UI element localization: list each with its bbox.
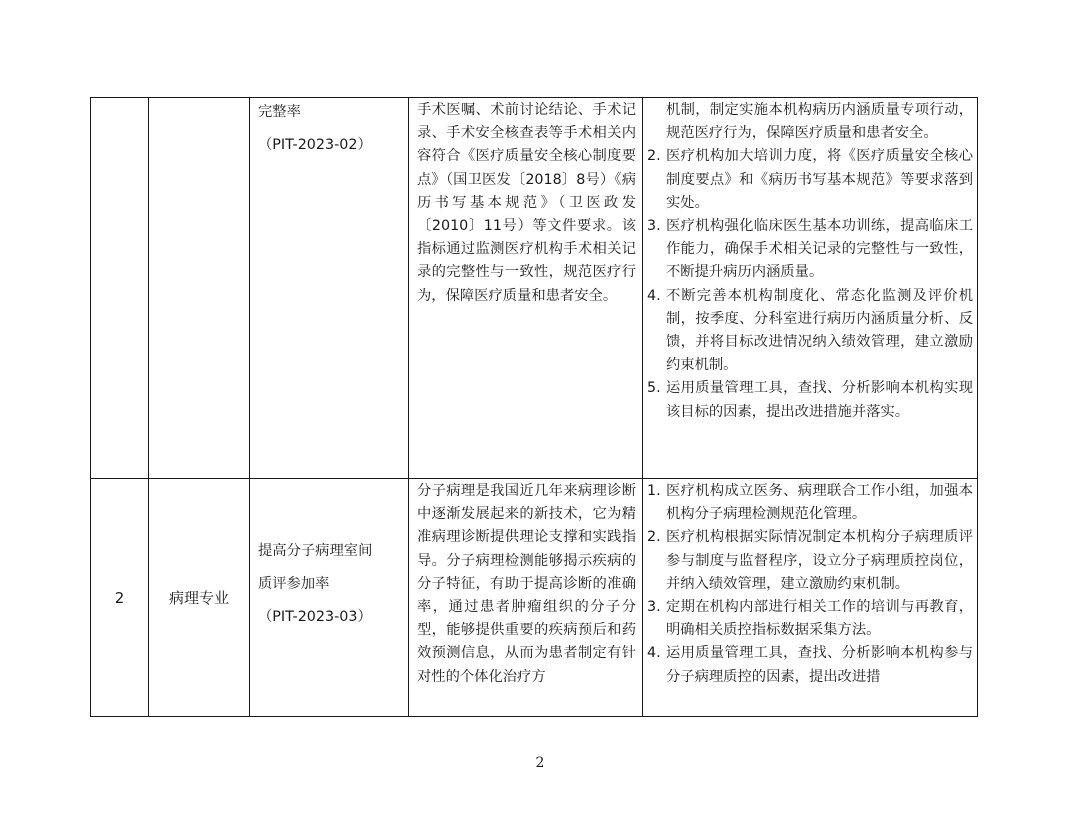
background-cell: 分子病理是我国近几年来病理诊断中逐渐发展起来的新技术，它为精准病理诊断提供理论支撑和实践指导。分子病理检测能够揭示疾病的分子特征，有助于提高诊断的准确率，通过患者肿瘤组织的分子分型，能够提供重要的疾病预后和药效预测信息，从而为患者制定有针对性的个体化治疗方 xyxy=(409,479,643,717)
target-cell xyxy=(250,479,409,717)
measure-number: 5. xyxy=(647,380,661,397)
specialty-cell xyxy=(149,98,250,479)
measures-cell xyxy=(643,479,978,717)
measure-text: 不断完善本机构制度化、常态化监测及评价机制，按季度、分科室进行病历内涵质量分析、反馈，并将目标改进情况纳入绩效管理，建立激励约束机制。 xyxy=(666,287,973,374)
list-item xyxy=(647,285,973,378)
background-cell: 手术医嘱、术前讨论结论、手术记录、手术安全核查表等手术相关内容符合《医疗质量安全核心制度要点》（国卫医发〔2018〕8号）《病历书写基本规范》（卫医政发〔2010〕11号）等文件要求。该指标通过监测医疗机构手术相关记录的完整性与一致性，规范医疗行为，保障医疗质量和患者安全。 xyxy=(409,98,643,479)
target-name-line: 质评参加率 xyxy=(258,575,330,592)
indicator-table xyxy=(90,97,978,717)
list-item xyxy=(647,377,973,423)
measure-number: 3. xyxy=(647,218,661,235)
target-name-line: 完整率 xyxy=(258,104,301,120)
measure-number: 4. xyxy=(647,287,661,304)
list-item xyxy=(647,526,973,596)
measure-text: 医疗机构根据实际情况制定本机构分子病理质评参与制度与监督程序，设立分子病理质控岗位，并纳入绩效管理，建立激励约束机制。 xyxy=(666,529,973,592)
measure-number: 4. xyxy=(647,645,661,662)
list-item xyxy=(647,480,973,526)
table-row xyxy=(91,98,978,479)
measures-cell xyxy=(643,98,978,479)
list-item xyxy=(647,596,973,642)
row-index xyxy=(91,98,149,479)
measure-text: 运用质量管理工具，查找、分析影响本机构实现该目标的因素，提出改进措施并落实。 xyxy=(666,380,973,420)
list-item xyxy=(647,642,973,688)
measure-text: 运用质量管理工具，查找、分析影响本机构参与分子病理质控的因素，提出改进措 xyxy=(666,645,973,685)
target-name-line: 提高分子病理室间 xyxy=(258,542,373,559)
specialty-cell: 病理专业 xyxy=(149,479,250,717)
measure-text: 医疗机构成立医务、病理联合工作小组，加强本机构分子病理检测规范化管理。 xyxy=(666,483,973,523)
measure-continuation: 机制，制定实施本机构病历内涵质量专项行动，规范医疗行为，保障医疗质量和患者安全。 xyxy=(666,102,973,142)
measure-text: 医疗机构强化临床医生基本功训练，提高临床工作能力，确保手术相关记录的完整性与一致性，不断提升病历内涵质量。 xyxy=(666,218,973,281)
row-index: 2 xyxy=(91,479,149,717)
measure-text: 定期在机构内部进行相关工作的培训与再教育，明确相关质控指标数据采集方法。 xyxy=(666,599,973,639)
measure-number: 2. xyxy=(647,529,661,546)
measure-number: 1. xyxy=(647,483,661,499)
target-code: （PIT-2023-02） xyxy=(258,137,372,154)
target-code: （PIT-2023-03） xyxy=(258,609,372,626)
list-item xyxy=(647,145,973,215)
measure-number: 3. xyxy=(647,599,661,616)
target-cell xyxy=(250,98,409,479)
measure-text: 医疗机构加大培训力度，将《医疗质量安全核心制度要点》和《病历书写基本规范》等要求落到实处。 xyxy=(666,148,973,211)
page-number: 2 xyxy=(535,755,545,771)
list-item xyxy=(647,215,973,285)
measure-number: 2. xyxy=(647,148,661,165)
table-row xyxy=(91,479,978,717)
